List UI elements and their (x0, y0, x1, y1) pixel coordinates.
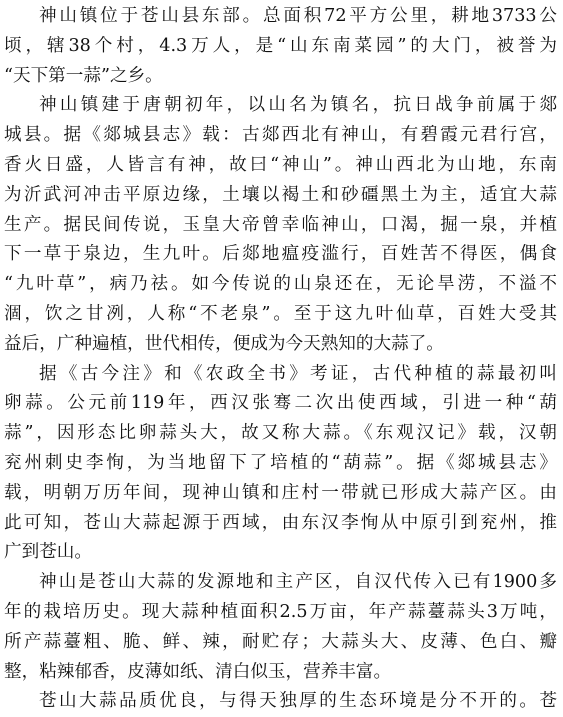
text-line: 卵蒜。公元前119年，西汉张骞二次出使西域，引进一种“葫 (4, 393, 557, 414)
text-line: 兖州刺史李恂，为当地留下了培植的“葫蒜”。据《郯城县志》 (4, 452, 557, 473)
text-line: 顷，辖38个村，4.3万人，是“山东南菜园”的大门，被誉为 (4, 35, 557, 56)
text-line: 益后，广种遍植，世代相传，便成为今天熟知的大蒜了。 (4, 333, 444, 354)
text-line: 所产蒜薹粗、脆、鲜、辣，耐贮存；大蒜头大、皮薄、色白、瓣 (4, 631, 557, 652)
text-line: 神山镇位于苍山县东部。总面积72平方公里，耕地3733公 (39, 6, 557, 26)
paragraph-5 (4, 687, 557, 717)
text-line: 载，明朝万历年间，现神山镇和庄村一带就已形成大蒜产区。由 (4, 482, 557, 503)
text-line: 整，粘辣郁香，皮薄如纸、清白似玉，营养丰富。 (4, 661, 392, 682)
text-line: 年的栽培历史。现大蒜种植面积2.5万亩，年产蒜薹蒜头3万吨， (4, 601, 557, 622)
text-line: 蒜”，因形态比卵蒜头大，故又称大蒜。《东观汉记》载，汉朝 (4, 423, 557, 444)
text-line: 涸，饮之甘冽，人称“不老泉”。至于这九叶仙草，百姓大受其 (4, 303, 557, 324)
paragraph-1 (4, 2, 557, 91)
text-line: 神山镇建于唐朝初年，以山名为镇名，抗日战争前属于郯 (39, 95, 557, 116)
text-line: 据《古今注》和《农政全书》考证，古代种植的蒜最初叫 (39, 363, 557, 384)
text-line: 香火日盛，人皆言有神，故曰“神山”。神山西北为山地，东南 (4, 154, 557, 175)
text-line: “九叶草”，病乃祛。如今传说的山泉还在，无论旱涝，不溢不 (4, 274, 557, 295)
text-line: 为沂武河冲击平原边缘，土壤以褐土和砂礓黑土为主，适宜大蒜 (4, 184, 557, 205)
paragraph-3 (4, 360, 557, 569)
text-line: 下一草于泉边，生九叶。后郯地瘟疫滥行，百姓苦不得医，偶食 (4, 244, 557, 265)
text-line: 苍山大蒜品质优良，与得天独厚的生态环境是分不开的。苍 (39, 691, 557, 712)
document-body (4, 2, 557, 717)
text-line: 生产。据民间传说，玉皇大帝曾幸临神山，口渴，掘一泉，并植 (4, 214, 557, 235)
text-line: “天下第一蒜”之乡。 (4, 65, 163, 86)
text-line: 此可知，苍山大蒜起源于西域，由东汉李恂从中原引到兖州，推 (4, 512, 557, 533)
text-line: 城县。据《郯城县志》载：古郯西北有神山，有碧霞元君行宫， (4, 125, 557, 146)
text-line: 广到苍山。 (4, 542, 92, 563)
text-line: 神山是苍山大蒜的发源地和主产区，自汉代传入已有1900多 (39, 572, 557, 593)
paragraph-2 (4, 91, 557, 359)
paragraph-4 (4, 568, 557, 687)
